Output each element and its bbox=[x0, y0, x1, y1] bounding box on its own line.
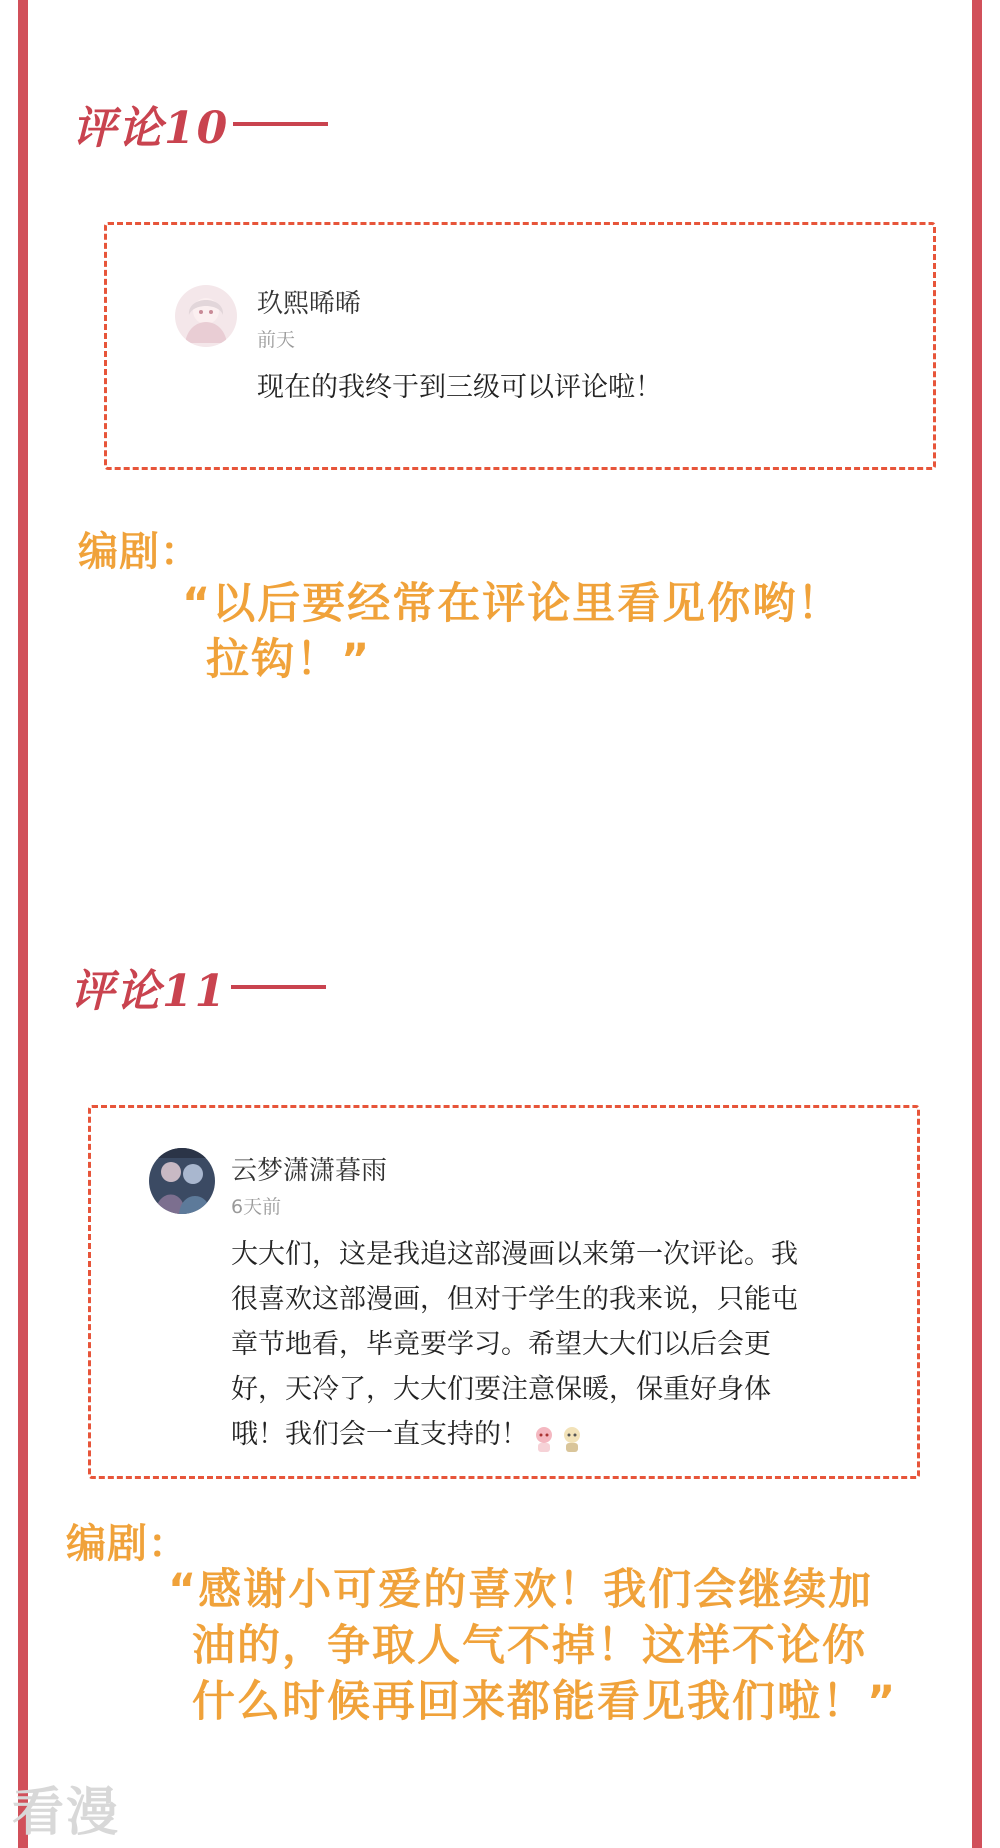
comment-line: 很喜欢这部漫画，但对于学生的我来说，只能屯 bbox=[231, 1284, 798, 1315]
title-dash bbox=[233, 122, 328, 126]
sticker-icon bbox=[560, 1422, 584, 1450]
watermark-logo: 看漫 bbox=[12, 1783, 121, 1843]
section-title-10 bbox=[72, 92, 328, 156]
editor-reply-line: 拉钩！” bbox=[206, 635, 372, 685]
username[interactable]: 玖熙晞晞 bbox=[257, 289, 362, 319]
editor-reply bbox=[168, 1562, 897, 1730]
comment-text: 现在的我终于到三级可以评论啦！ bbox=[257, 372, 662, 403]
editor-label: 编剧： bbox=[78, 529, 201, 575]
section-title-text: 评论11 bbox=[70, 966, 228, 1017]
comment-line-text: 哦！我们会一直支持的！ bbox=[231, 1419, 528, 1450]
title-dash bbox=[231, 985, 326, 989]
username[interactable]: 云梦潇潇暮雨 bbox=[231, 1156, 388, 1186]
avatar[interactable] bbox=[175, 285, 237, 347]
right-border bbox=[972, 0, 982, 1848]
avatar[interactable] bbox=[149, 1148, 215, 1214]
comment-time: 6天前 bbox=[231, 1196, 282, 1218]
comment-card-10 bbox=[104, 222, 936, 470]
comment-line: 章节地看，毕竟要学习。希望大大们以后会更 bbox=[231, 1329, 771, 1360]
section-title-11 bbox=[70, 955, 326, 1019]
editor-label: 编剧： bbox=[66, 1521, 189, 1567]
comment-card-11 bbox=[88, 1105, 920, 1479]
left-border bbox=[18, 0, 28, 1848]
comment-text bbox=[231, 1232, 798, 1457]
comment-line bbox=[231, 1412, 798, 1457]
comment-time: 前天 bbox=[257, 329, 296, 351]
section-title-text: 评论10 bbox=[72, 103, 230, 154]
editor-reply bbox=[182, 576, 842, 688]
sticker-icon bbox=[532, 1422, 556, 1450]
comment-line: 大大们，这是我追这部漫画以来第一次评论。我 bbox=[231, 1239, 798, 1270]
editor-reply-line: “感谢小可爱的喜欢！我们会继续加 bbox=[168, 1565, 874, 1615]
comment-line: 好，天冷了，大大们要注意保暖，保重好身体 bbox=[231, 1374, 771, 1405]
editor-reply-line: 油的，争取人气不掉！这样不论你 bbox=[192, 1621, 867, 1671]
editor-reply-line: 什么时候再回来都能看见我们啦！” bbox=[192, 1677, 898, 1727]
editor-reply-line: “以后要经常在评论里看见你哟！ bbox=[182, 579, 843, 629]
